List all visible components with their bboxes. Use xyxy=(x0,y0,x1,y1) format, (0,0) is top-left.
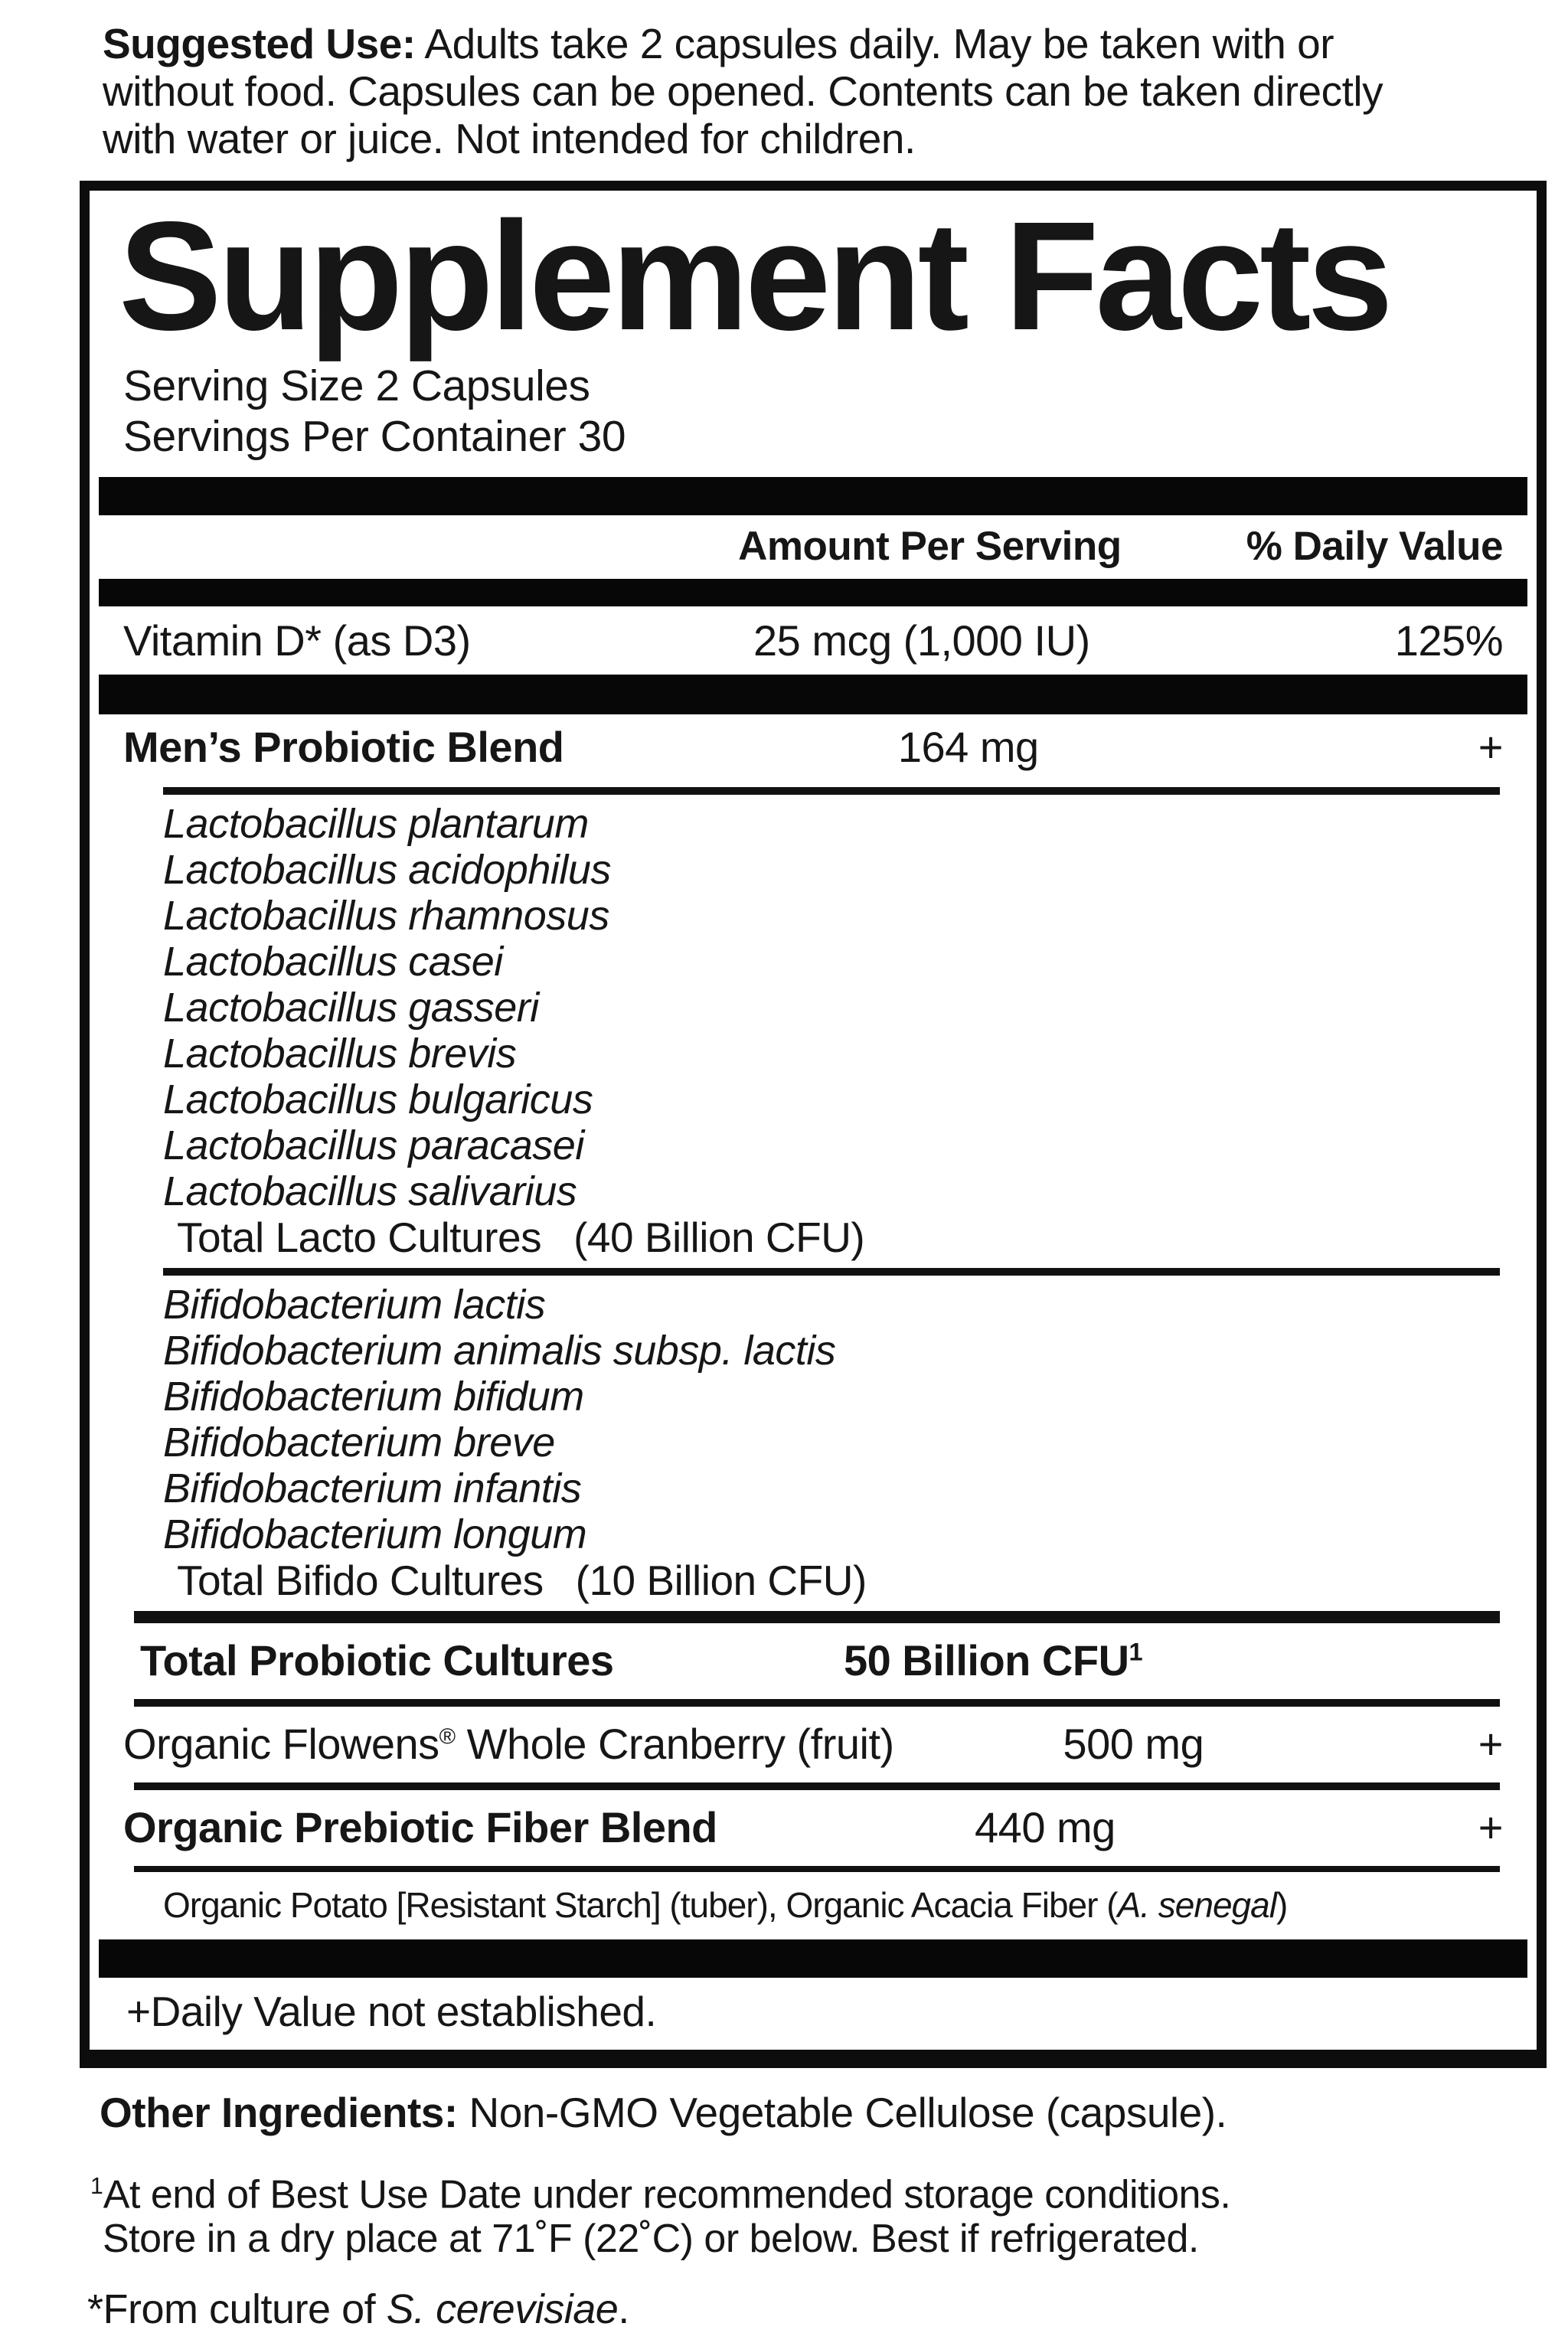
species-item: Lactobacillus salivarius xyxy=(163,1168,577,1215)
separator-bar xyxy=(99,579,1527,606)
vitamin-d-row xyxy=(123,606,1503,675)
species-item: Lactobacillus bulgaricus xyxy=(163,1077,593,1123)
species-item: Lactobacillus gasseri xyxy=(163,985,539,1031)
ingredient-daily-value: + xyxy=(1478,1803,1503,1852)
fiber-blend-row xyxy=(123,1796,1503,1858)
ingredient-name: Vitamin D* (as D3) xyxy=(123,616,471,665)
other-ingredients-label: Other Ingredients: xyxy=(100,2089,458,2137)
separator-line-thin xyxy=(134,1866,1500,1872)
sub-ingredients-suffix: ) xyxy=(1276,1885,1288,1926)
total-cfu-value: 50 Billion CFU xyxy=(843,1636,1129,1685)
species-item: Bifidobacterium bifidum xyxy=(163,1374,584,1420)
ingredient-amount: 440 mg xyxy=(975,1803,1116,1852)
culture-footnote-suffix: . xyxy=(618,2286,629,2333)
species-item: Lactobacillus plantarum xyxy=(163,801,589,848)
suggested-use-label: Suggested Use: xyxy=(103,20,416,67)
separator-line-thick xyxy=(134,1611,1500,1623)
ingredient-amount xyxy=(614,1635,1373,1685)
bifido-species-list xyxy=(163,1282,1503,1603)
ingredient-name-rest: Whole Cranberry (fruit) xyxy=(455,1720,894,1769)
cranberry-row xyxy=(123,1713,1503,1775)
column-header-daily-value: % Daily Value xyxy=(1246,524,1503,570)
separator-line xyxy=(163,787,1500,795)
ingredient-daily-value: + xyxy=(1478,723,1503,772)
species-item: Lactobacillus casei xyxy=(163,939,503,985)
culture-footnote-prefix: *From culture of xyxy=(87,2286,387,2333)
species-item: Lactobacillus acidophilus xyxy=(163,847,611,894)
ingredient-daily-value: + xyxy=(1478,1720,1503,1769)
separator-bar xyxy=(99,1939,1527,1978)
ingredient-name: Organic Prebiotic Fiber Blend xyxy=(123,1803,717,1852)
other-ingredients xyxy=(100,2088,1568,2137)
separator-line xyxy=(134,1782,1500,1790)
total-probiotic-row xyxy=(123,1629,1503,1691)
daily-value-note: +Daily Value not established. xyxy=(126,1988,657,2036)
culture-footnote xyxy=(87,2286,1568,2333)
species-item: Lactobacillus rhamnosus xyxy=(163,893,609,939)
column-header-row xyxy=(123,515,1503,579)
separator-bar xyxy=(99,675,1527,714)
storage-footnote xyxy=(90,2165,1568,2261)
ingredient-name xyxy=(123,1719,894,1769)
species-abbrev: A. senegal xyxy=(1117,1885,1276,1926)
probiotic-blend-row xyxy=(123,714,1503,779)
ingredient-name: Total Probiotic Cultures xyxy=(140,1636,614,1685)
storage-footnote-line1 xyxy=(90,2165,1568,2217)
supplement-facts-panel xyxy=(80,181,1547,2068)
registered-mark: ® xyxy=(439,1724,456,1750)
bifido-total-row xyxy=(163,1557,1503,1603)
ingredient-amount: 500 mg xyxy=(1063,1720,1204,1769)
species-abbrev: S. cerevisiae xyxy=(386,2286,619,2333)
fiber-sub-ingredients xyxy=(123,1878,1503,1933)
storage-footnote-line2: Store in a dry place at 71˚F (22˚C) or below. Best if refrigerated. xyxy=(103,2217,1199,2262)
total-name: Total Lacto Cultures xyxy=(177,1214,542,1262)
serving-info xyxy=(123,361,1503,462)
servings-per-container: Servings Per Container 30 xyxy=(123,412,626,462)
species-item: Bifidobacterium lactis xyxy=(163,1282,546,1328)
footnote-marker: 1 xyxy=(1129,1638,1143,1666)
brand-name: Organic Flowens xyxy=(123,1720,439,1769)
ingredient-amount: 164 mg xyxy=(897,723,1039,772)
species-item: Lactobacillus brevis xyxy=(163,1031,517,1077)
lacto-species-list xyxy=(163,801,1503,1260)
species-item: Lactobacillus paracasei xyxy=(163,1122,584,1169)
separator-bar xyxy=(99,477,1527,515)
other-ingredients-text: Non-GMO Vegetable Cellulose (capsule). xyxy=(457,2089,1227,2137)
species-item: Bifidobacterium infantis xyxy=(163,1465,582,1512)
separator-line xyxy=(163,1268,1500,1276)
total-amount: (10 Billion CFU) xyxy=(575,1557,867,1605)
ingredient-name: Men’s Probiotic Blend xyxy=(123,723,564,772)
suggested-use-body: Adults take 2 capsules daily. May be taken with or without food. Capsules can be opened. Contents can be taken directly with water or juice. Not intended for children. xyxy=(103,20,1383,162)
footnote-marker: 1 xyxy=(90,2174,103,2200)
lacto-total-row xyxy=(163,1214,1503,1260)
total-amount: (40 Billion CFU) xyxy=(573,1214,865,1262)
serving-size: Serving Size 2 Capsules xyxy=(123,361,590,411)
column-header-amount: Amount Per Serving xyxy=(738,524,1122,570)
ingredient-daily-value: 125% xyxy=(1394,616,1503,665)
suggested-use-text xyxy=(0,0,1516,162)
ingredient-amount: 25 mcg (1,000 IU) xyxy=(753,616,1090,665)
storage-footnote-text1: At end of Best Use Date under recommended storage conditions. xyxy=(103,2172,1231,2217)
panel-title: Supplement Facts xyxy=(119,189,1390,362)
total-name: Total Bifido Cultures xyxy=(177,1557,544,1605)
species-item: Bifidobacterium animalis subsp. lactis xyxy=(163,1328,836,1374)
sub-ingredients-text: Organic Potato [Resistant Starch] (tuber), Organic Acacia Fiber ( xyxy=(163,1885,1118,1926)
species-item: Bifidobacterium longum xyxy=(163,1511,587,1558)
separator-line xyxy=(134,1699,1500,1707)
species-item: Bifidobacterium breve xyxy=(163,1420,555,1466)
